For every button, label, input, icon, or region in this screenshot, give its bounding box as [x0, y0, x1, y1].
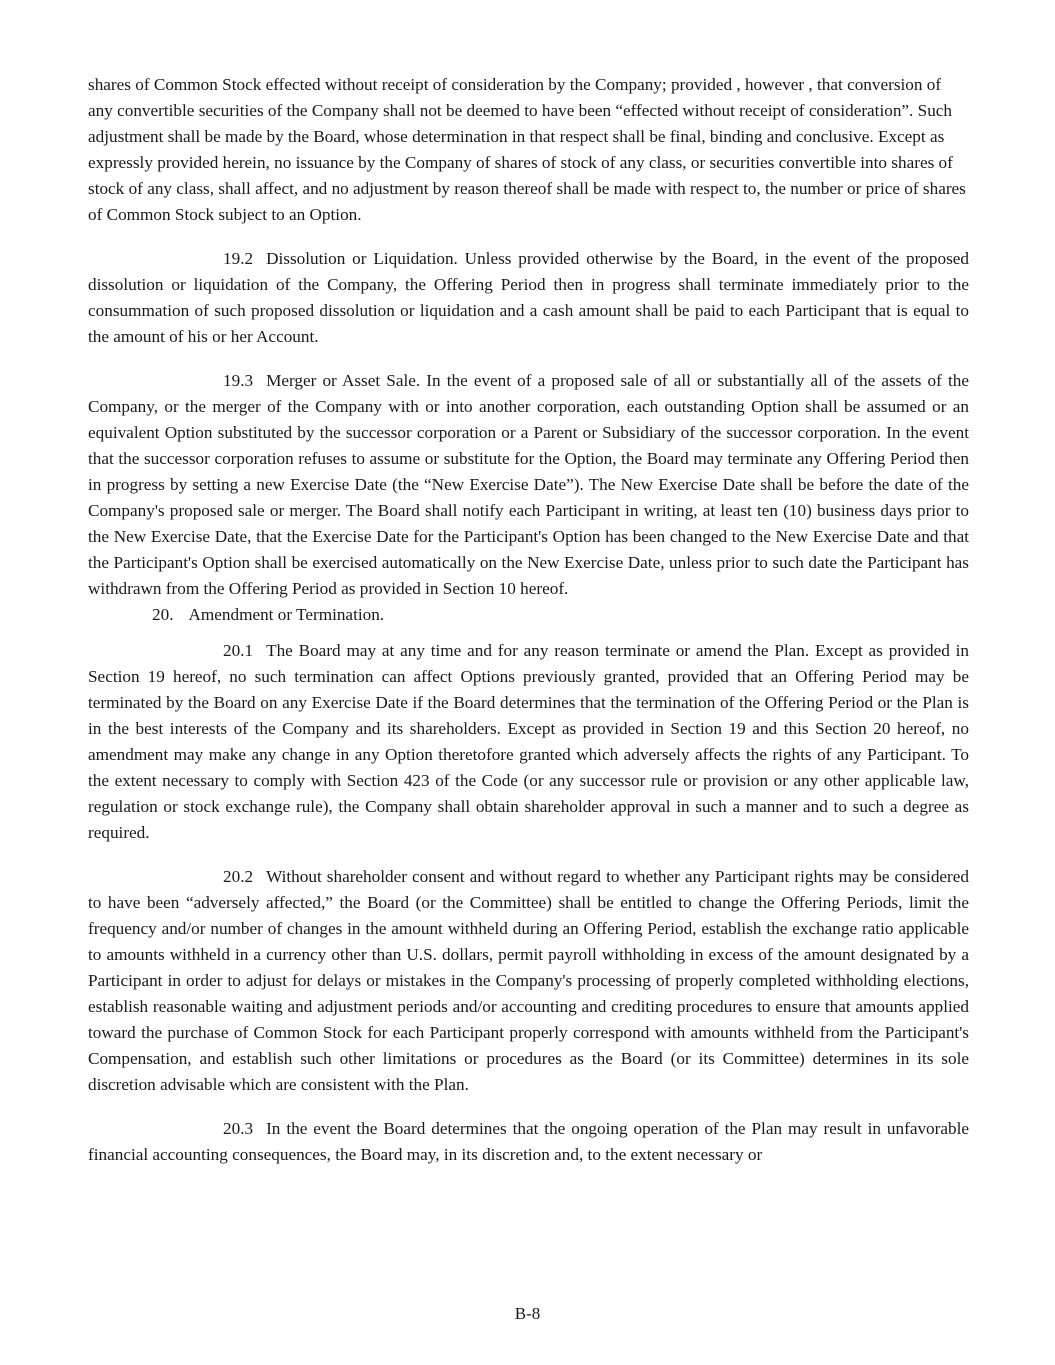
- section-19-3: [88, 368, 969, 602]
- section-number: 20.1: [223, 641, 254, 660]
- section-20-2: [88, 864, 969, 1098]
- section-number: 20.3: [223, 1119, 254, 1138]
- section-text: The Board may at any time and for any reason terminate or amend the Plan. Except as provided in Section 19 hereof, no such termination can affect Options previously granted, provided that an Offering Period may be terminated by the Board on any Exercise Date if the Board determines that the termination of the Offering Period or the Plan is in the best interests of the Company and its shareholders. Except as provided in Section 19 and this Section 20 hereof, no amendment may make any change in any Option theretofore granted which adversely affects the rights of any Participant. To the extent necessary to comply with Section 423 of the Code (or any successor rule or provision or any other applicable law, regulation or stock exchange rule), the Company shall obtain shareholder approval in such a manner and to such a degree as required.: [88, 641, 969, 842]
- section-title: Amendment or Termination.: [188, 605, 385, 624]
- section-text: Without shareholder consent and without regard to whether any Participant rights may be considered to have been “adversely affected,” the Board (or the Committee) shall be entitled to change the Offering Periods, limit the frequency and/or number of changes in the amount withheld during an Offering Period, establish the exchange ratio applicable to amounts withheld in a currency other than U.S. dollars, permit payroll withholding in excess of the amount designated by a Participant in order to adjust for delays or mistakes in the Company's processing of properly completed withholding elections, establish reasonable waiting and adjustment periods and/or accounting and crediting procedures to ensure that amounts applied toward the purchase of Common Stock for each Participant properly correspond with amounts withheld from the Participant's Compensation, and establish such other limitations or procedures as the Board (or its Committee) determines in its sole discretion advisable which are consistent with the Plan.: [88, 867, 969, 1094]
- section-number: 20.: [152, 605, 174, 624]
- section-20-1: [88, 638, 969, 846]
- document-page: [88, 72, 969, 1168]
- section-number: 19.2: [223, 249, 254, 268]
- section-20-3: [88, 1116, 969, 1168]
- section-number: 20.2: [223, 867, 254, 886]
- section-text: Dissolution or Liquidation. Unless provided otherwise by the Board, in the event of the proposed dissolution or liquidation of the Company, the Offering Period then in progress shall terminate immediately prior to the consummation of such proposed dissolution or liquidation and a cash amount shall be paid to each Participant that is equal to the amount of his or her Account.: [88, 249, 969, 346]
- section-text: In the event the Board determines that the ongoing operation of the Plan may result in unfavorable financial accounting consequences, the Board may, in its discretion and, to the extent necessary or: [88, 1119, 969, 1164]
- continuation-paragraph: shares of Common Stock effected without receipt of consideration by the Company; provided , however , that conversion of any convertible securities of the Company shall not be deemed to have been “effected without receipt of consideration”. Such adjustment shall be made by the Board, whose determination in that respect shall be final, binding and conclusive. Except as expressly provided herein, no issuance by the Company of shares of stock of any class, or securities convertible into shares of stock of any class, shall affect, and no adjustment by reason thereof shall be made with respect to, the number or price of shares of Common Stock subject to an Option.: [88, 75, 966, 224]
- section-text: Merger or Asset Sale. In the event of a proposed sale of all or substantially all of the assets of the Company, or the merger of the Company with or into another corporation, each outstanding Option shall be assumed or an equivalent Option substituted by the successor corporation or a Parent or Subsidiary of the successor corporation. In the event that the successor corporation refuses to assume or substitute for the Option, the Board may terminate any Offering Period then in progress by setting a new Exercise Date (the “New Exercise Date”). The New Exercise Date shall be before the date of the Company's proposed sale or merger. The Board shall notify each Participant in writing, at least ten (10) business days prior to the New Exercise Date, that the Exercise Date for the Participant's Option has been changed to the New Exercise Date and that the Participant's Option shall be exercised automatically on the New Exercise Date, unless prior to such date the Participant has withdrawn from the Offering Period as provided in Section 10 hereof.: [88, 371, 969, 598]
- section-number: 19.3: [223, 371, 254, 390]
- section-19-2: [88, 246, 969, 350]
- section-20-heading: [88, 602, 969, 628]
- page-number: B-8: [514, 1304, 541, 1323]
